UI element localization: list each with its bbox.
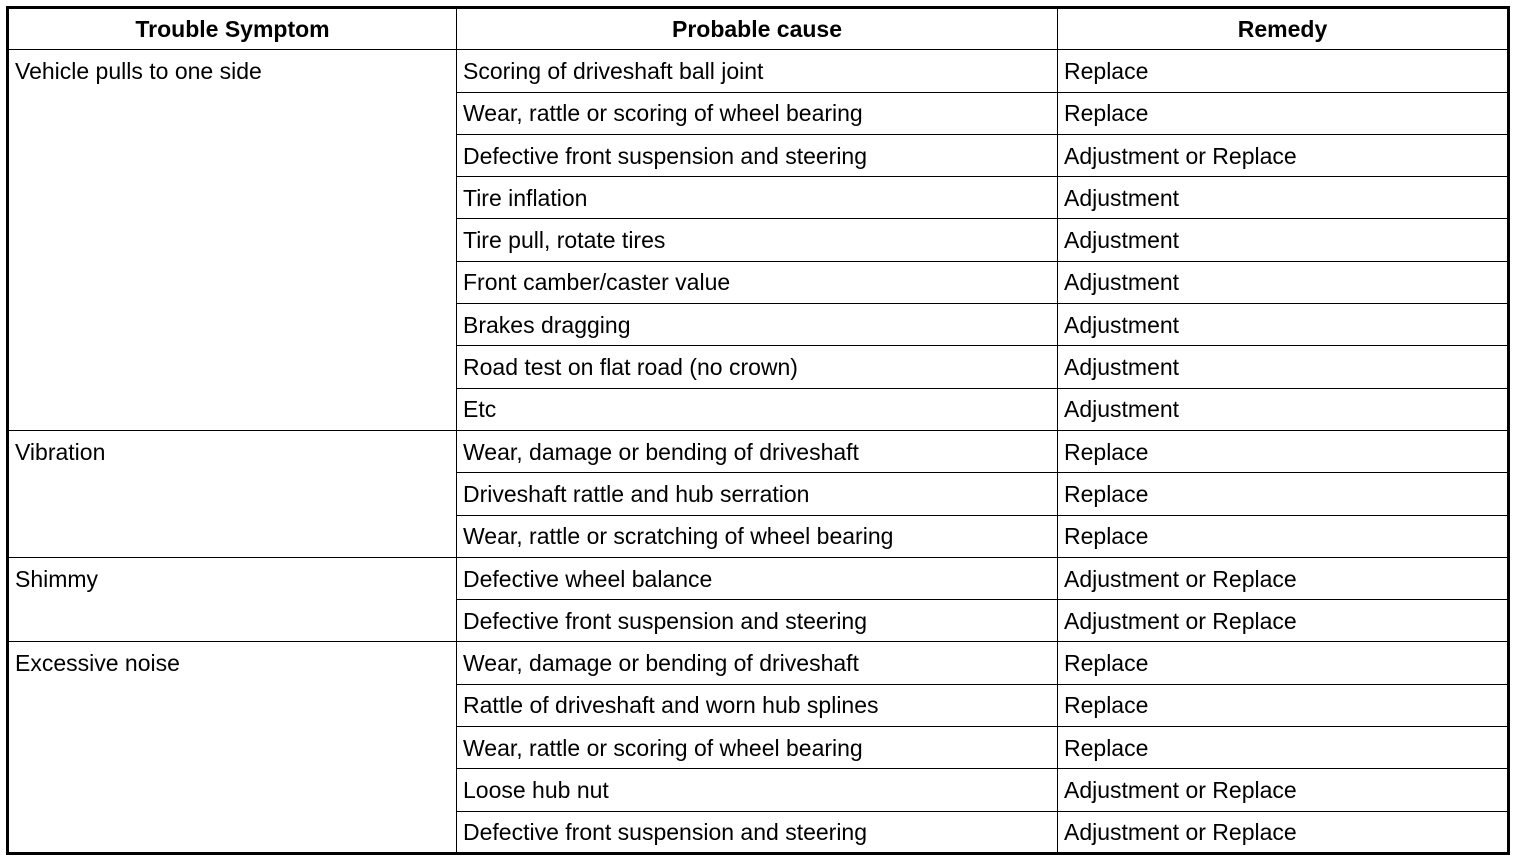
header-remedy: Remedy — [1058, 8, 1509, 50]
symptom-cell: Vehicle pulls to one side — [8, 50, 457, 431]
cause-cell: Wear, rattle or scoring of wheel bearing — [457, 92, 1058, 134]
cause-cell: Wear, rattle or scoring of wheel bearing — [457, 727, 1058, 769]
remedy-cell: Adjustment — [1058, 261, 1509, 303]
table-body — [8, 50, 1509, 854]
symptom-cell: Excessive noise — [8, 642, 457, 853]
remedy-cell: Adjustment or Replace — [1058, 134, 1509, 176]
troubleshooting-table — [6, 6, 1510, 855]
remedy-cell: Adjustment or Replace — [1058, 600, 1509, 642]
remedy-cell: Replace — [1058, 515, 1509, 557]
remedy-cell: Adjustment — [1058, 346, 1509, 388]
cause-cell: Driveshaft rattle and hub serration — [457, 473, 1058, 515]
table-row — [8, 430, 1509, 472]
cause-cell: Wear, damage or bending of driveshaft — [457, 642, 1058, 684]
remedy-cell: Replace — [1058, 727, 1509, 769]
cause-cell: Loose hub nut — [457, 769, 1058, 811]
cause-cell: Defective front suspension and steering — [457, 134, 1058, 176]
remedy-cell: Adjustment — [1058, 304, 1509, 346]
remedy-cell: Replace — [1058, 430, 1509, 472]
remedy-cell: Replace — [1058, 684, 1509, 726]
table-row — [8, 642, 1509, 684]
cause-cell: Front camber/caster value — [457, 261, 1058, 303]
cause-cell: Rattle of driveshaft and worn hub splines — [457, 684, 1058, 726]
cause-cell: Road test on flat road (no crown) — [457, 346, 1058, 388]
remedy-cell: Adjustment or Replace — [1058, 769, 1509, 811]
table-row — [8, 557, 1509, 599]
cause-cell: Defective front suspension and steering — [457, 811, 1058, 853]
cause-cell: Scoring of driveshaft ball joint — [457, 50, 1058, 92]
remedy-cell: Adjustment or Replace — [1058, 557, 1509, 599]
cause-cell: Etc — [457, 388, 1058, 430]
remedy-cell: Replace — [1058, 50, 1509, 92]
remedy-cell: Adjustment — [1058, 177, 1509, 219]
remedy-cell: Adjustment — [1058, 388, 1509, 430]
remedy-cell: Adjustment or Replace — [1058, 811, 1509, 853]
symptom-cell: Vibration — [8, 430, 457, 557]
table-row — [8, 50, 1509, 92]
cause-cell: Wear, rattle or scratching of wheel bearing — [457, 515, 1058, 557]
symptom-cell: Shimmy — [8, 557, 457, 642]
header-trouble-symptom: Trouble Symptom — [8, 8, 457, 50]
remedy-cell: Adjustment — [1058, 219, 1509, 261]
cause-cell: Tire inflation — [457, 177, 1058, 219]
cause-cell: Brakes dragging — [457, 304, 1058, 346]
cause-cell: Tire pull, rotate tires — [457, 219, 1058, 261]
cause-cell: Defective front suspension and steering — [457, 600, 1058, 642]
cause-cell: Defective wheel balance — [457, 557, 1058, 599]
header-probable-cause: Probable cause — [457, 8, 1058, 50]
header-row — [8, 8, 1509, 50]
table-header — [8, 8, 1509, 50]
cause-cell: Wear, damage or bending of driveshaft — [457, 430, 1058, 472]
remedy-cell: Replace — [1058, 642, 1509, 684]
remedy-cell: Replace — [1058, 473, 1509, 515]
remedy-cell: Replace — [1058, 92, 1509, 134]
